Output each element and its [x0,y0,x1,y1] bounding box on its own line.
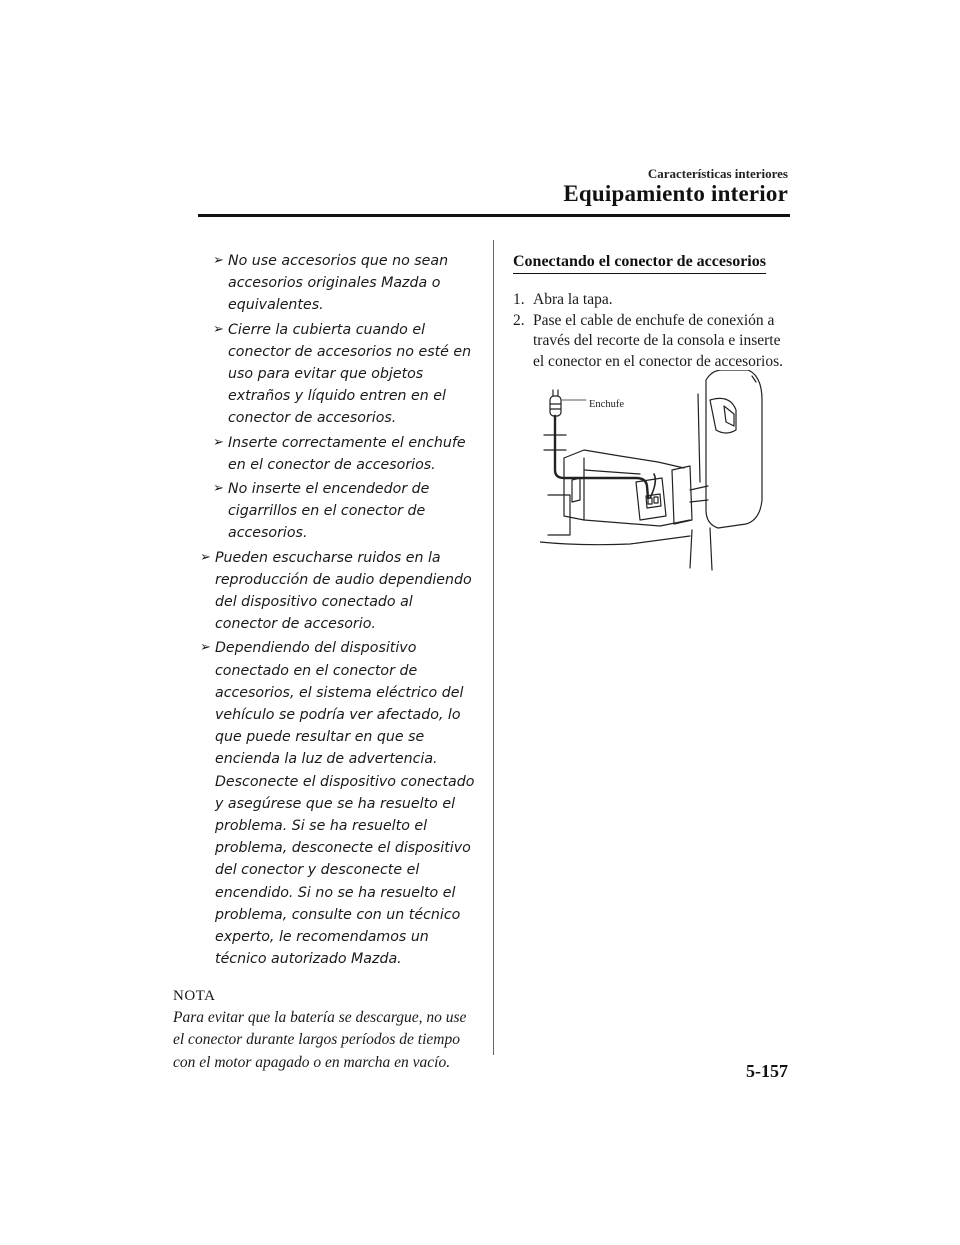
arrow-bullet-icon: ➢ [213,253,224,268]
arrow-bullet-icon: ➢ [200,549,211,565]
caution-item-text: Pueden escucharse ruidos en la reproducción de audio dependiendo del dispositivo conectado al conector de accesorio. [215,549,472,633]
caution-item [173,432,478,476]
step-number: 1. [513,291,525,308]
arrow-bullet-icon: ➢ [200,640,211,656]
note-block [173,985,478,1075]
step-item [513,311,793,373]
caution-item-text: No inserte el encendedor de cigarrillos en el conector de accesorios. [228,481,430,542]
figure-label: Enchufe [589,399,624,410]
caution-item-text: Dependiendo del dispositivo conectado en el conector de accesorios, el sistema eléctrico del vehículo se podría ver afectado, lo que puede resultar en que se encienda la luz de advertencia. Desconecte el dispositivo conectado y asegúrese que se ha resuelto el problema. Si se ha resuelto el problema, desconecte el dispositivo del conector y desconecte el encendido. Si no se ha resuelto el problema, consulte con un técnico experto, le recomendamos un técnico autorizado Mazda. [215,640,475,968]
console-connector-illustration [540,370,780,580]
section-subtitle: Características interiores [647,166,788,181]
caution-item [173,547,478,636]
step-text: Pase el cable de enchufe de conexión a través del recorte de la consola e inserte el conector en el conector de accesorios. [533,311,784,370]
arrow-bullet-icon: ➢ [213,321,224,337]
section-heading: Conectando el conector de accesorios [513,252,766,274]
caution-item-text: No use accesorios que no sean accesorios originales Mazda o equivalentes. [228,253,449,314]
note-text: Para evitar que la batería se descargue, no use el conector durante largos períodos de tiempo con el motor apagado o en marcha en vacío. [173,1008,467,1071]
caution-item [173,637,478,970]
caution-list [173,250,478,971]
caution-item-text: Cierre la cubierta cuando el conector de accesorios no esté en uso para evitar que objetos extraños y líquido entren en el conector de accesorios. [228,321,472,427]
caution-item [173,250,478,317]
step-item [513,290,793,311]
caution-item [173,478,478,545]
header-rule [198,214,790,217]
caution-item-text: Inserte correctamente el enchufe en el conector de accesorios. [228,434,466,473]
step-list [513,290,793,372]
page-title: Equipamiento interior [563,181,788,206]
step-text: Abra la tapa. [533,291,613,308]
step-number: 2. [513,311,525,329]
arrow-bullet-icon: ➢ [213,434,224,450]
column-divider [493,240,494,1055]
page-number: 5-157 [746,1061,788,1081]
note-heading: NOTA [173,987,216,1004]
left-column [173,250,478,1074]
arrow-bullet-icon: ➢ [213,481,224,497]
right-column [513,252,793,372]
caution-item [173,319,478,430]
